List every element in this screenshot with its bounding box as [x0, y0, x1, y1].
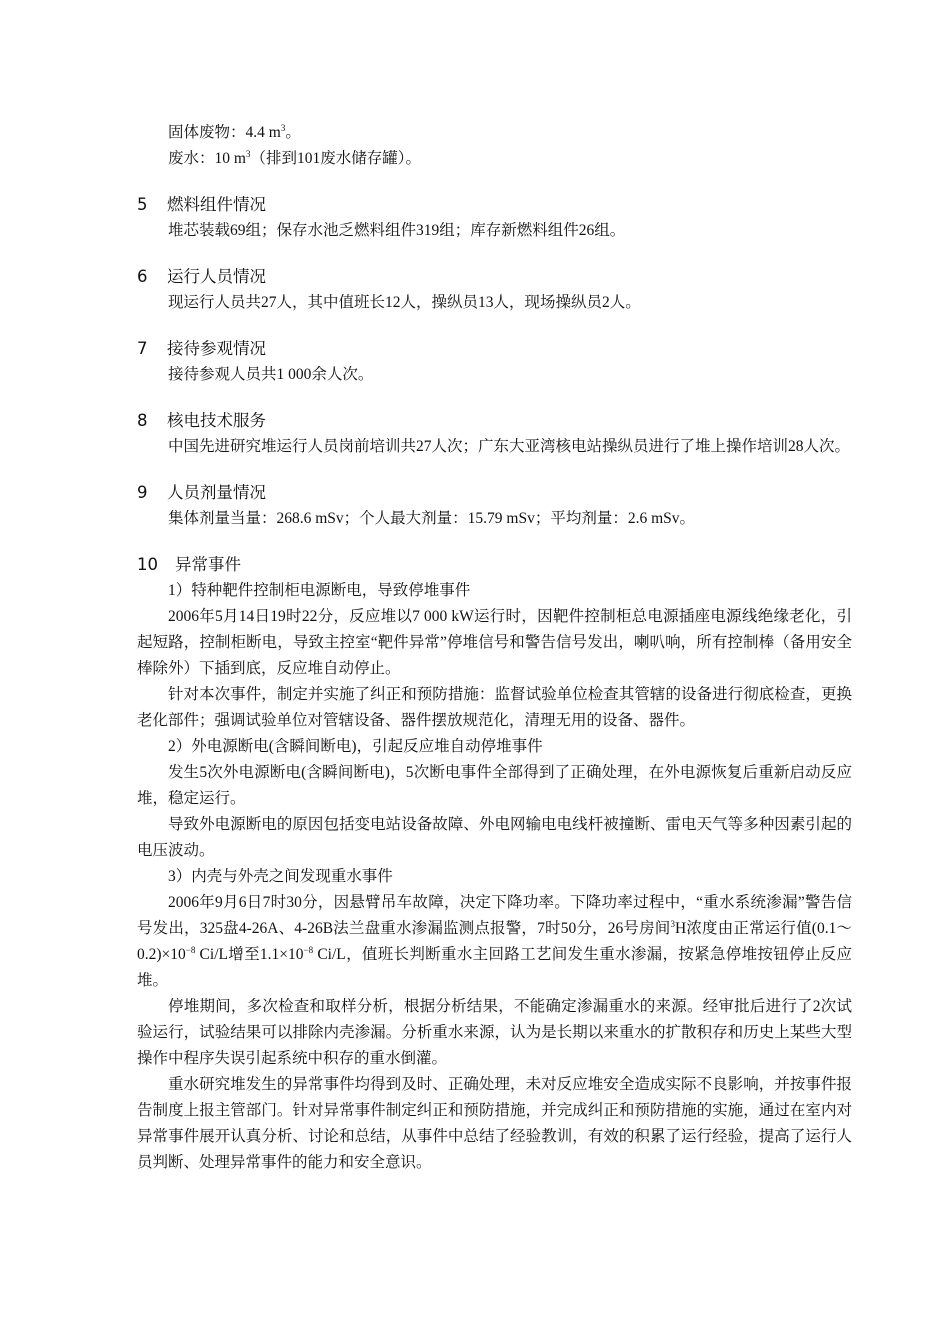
event-2-paragraph-1: 发生5次外电源断电(含瞬间断电)，5次断电事件全部得到了正确处理，在外电源恢复后重新启动反应堆，稳定运行。: [137, 764, 852, 807]
section-7-heading: [137, 336, 852, 362]
section-5-number: 5: [137, 195, 148, 214]
exponent-1: −8: [185, 944, 196, 955]
waste-water-unit-sup: 3: [245, 148, 251, 159]
solid-waste-tail: 。: [285, 124, 301, 141]
section-6-number: 6: [137, 267, 148, 286]
event-3-title: 3）内壳与外壳之间发现重水事件: [168, 868, 393, 885]
section-5-heading: [137, 192, 852, 218]
solid-waste-line: [137, 120, 852, 146]
section-6-title: 运行人员情况: [167, 267, 266, 286]
section-5-title: 燃料组件情况: [167, 195, 266, 214]
section-7-body: 接待参观人员共1 000余人次。: [168, 366, 374, 383]
event-3-paragraph-2: 停堆期间，多次检查和取样分析，根据分析结果，不能确定渗漏重水的来源。经审批后进行了2次试验运行，试验结果可以排除内壳渗漏。分析重水来源，认为是长期以来重水的扩散积存和历史上某些大型操作中程序失误引起系统中积存的重水倒灌。: [137, 998, 852, 1067]
section-9-body: 集体剂量当量：268.6 mSv；个人最大剂量：15.79 mSv；平均剂量：2.6 mSv。: [168, 510, 696, 527]
section-5-body: 堆芯装载69组；保存水池乏燃料组件319组；库存新燃料组件26组。: [168, 222, 626, 239]
section-8-body: 中国先进研究堆运行人员岗前培训共27人次；广东大亚湾核电站操纵员进行了堆上操作培训28人次。: [168, 438, 851, 455]
waste-water-text: 废水：10 m: [168, 150, 246, 167]
section-7-title: 接待参观情况: [167, 339, 266, 358]
section-7-number: 7: [137, 339, 148, 358]
summary-paragraph: 重水研究堆发生的异常事件均得到及时、正确处理，未对反应堆安全造成实际不良影响，并按事件报告制度上报主管部门。针对异常事件制定纠正和预防措施，并完成纠正和预防措施的实施，通过在室内对异常事件展开认真分析、讨论和总结，从事件中总结了经验教训，有效的积累了运行经验，提高了运行人员判断、处理异常事件的能力和安全意识。: [137, 1076, 852, 1171]
section-10-title: 异常事件: [175, 555, 241, 574]
event-1-paragraph-2: 针对本次事件，制定并实施了纠正和预防措施：监督试验单位检查其管辖的设备进行彻底检查，更换老化部件；强调试验单位对管辖设备、器件摆放规范化，清理无用的设备、器件。: [137, 686, 852, 729]
section-8-number: 8: [137, 411, 148, 430]
event-3-p1-part-c: Ci/L增至1.1×10: [195, 946, 304, 963]
solid-waste-unit-sup: 3: [280, 122, 286, 133]
exponent-2: −8: [303, 944, 314, 955]
section-10-number: 10: [137, 555, 158, 574]
tritium-mass-number: 3: [670, 918, 675, 929]
section-9-number: 9: [137, 483, 148, 502]
event-2-title: 2）外电源断电(含瞬间断电)，引起反应堆自动停堆事件: [168, 738, 543, 755]
event-3-p1-part-b: H浓度由正常运行值(0.1～0.2)×10: [137, 920, 853, 963]
waste-water-line: [137, 146, 852, 172]
event-3-p1-part-a: 2006年9月6日7时30分，因悬臂吊车故障，决定下降功率。下降功率过程中，“重水系统渗漏”警告信号发出，325盘4-26A、4-26B法兰盘重水渗漏监测点报警，7时50分，26号房间: [137, 894, 852, 937]
event-1-title: 1）特种靶件控制柜电源断电，导致停堆事件: [168, 582, 471, 599]
document-page: [137, 120, 852, 1176]
event-3-paragraph-1: [137, 890, 852, 994]
section-9-title: 人员剂量情况: [167, 483, 266, 502]
solid-waste-text: 固体废物：4.4 m: [168, 124, 281, 141]
section-6-body: 现运行人员共27人，其中值班长12人，操纵员13人，现场操纵员2人。: [168, 294, 641, 311]
event-1-paragraph-1: 2006年5月14日19时22分，反应堆以7 000 kW运行时，因靶件控制柜总电源插座电源线绝缘老化，引起短路，控制柜断电，导致主控室“靶件异常”停堆信号和警告信号发出，喇叭响，所有控制棒（备用安全棒除外）下插到底，反应堆自动停止。: [137, 608, 852, 677]
section-8-title: 核电技术服务: [167, 411, 266, 430]
section-6-heading: [137, 264, 852, 290]
section-10-heading: [137, 552, 852, 578]
section-9-heading: [137, 480, 852, 506]
event-3-p1-part-d: Ci/L，值班长判断重水主回路工艺间发生重水渗漏，按紧急停堆按钮停止反应堆。: [137, 946, 853, 989]
section-8-heading: [137, 408, 852, 434]
event-2-paragraph-2: 导致外电源断电的原因包括变电站设备故障、外电网输电电线杆被撞断、雷电天气等多种因素引起的电压波动。: [137, 816, 852, 859]
waste-water-tail: （排到101废水储存罐）。: [250, 150, 421, 167]
